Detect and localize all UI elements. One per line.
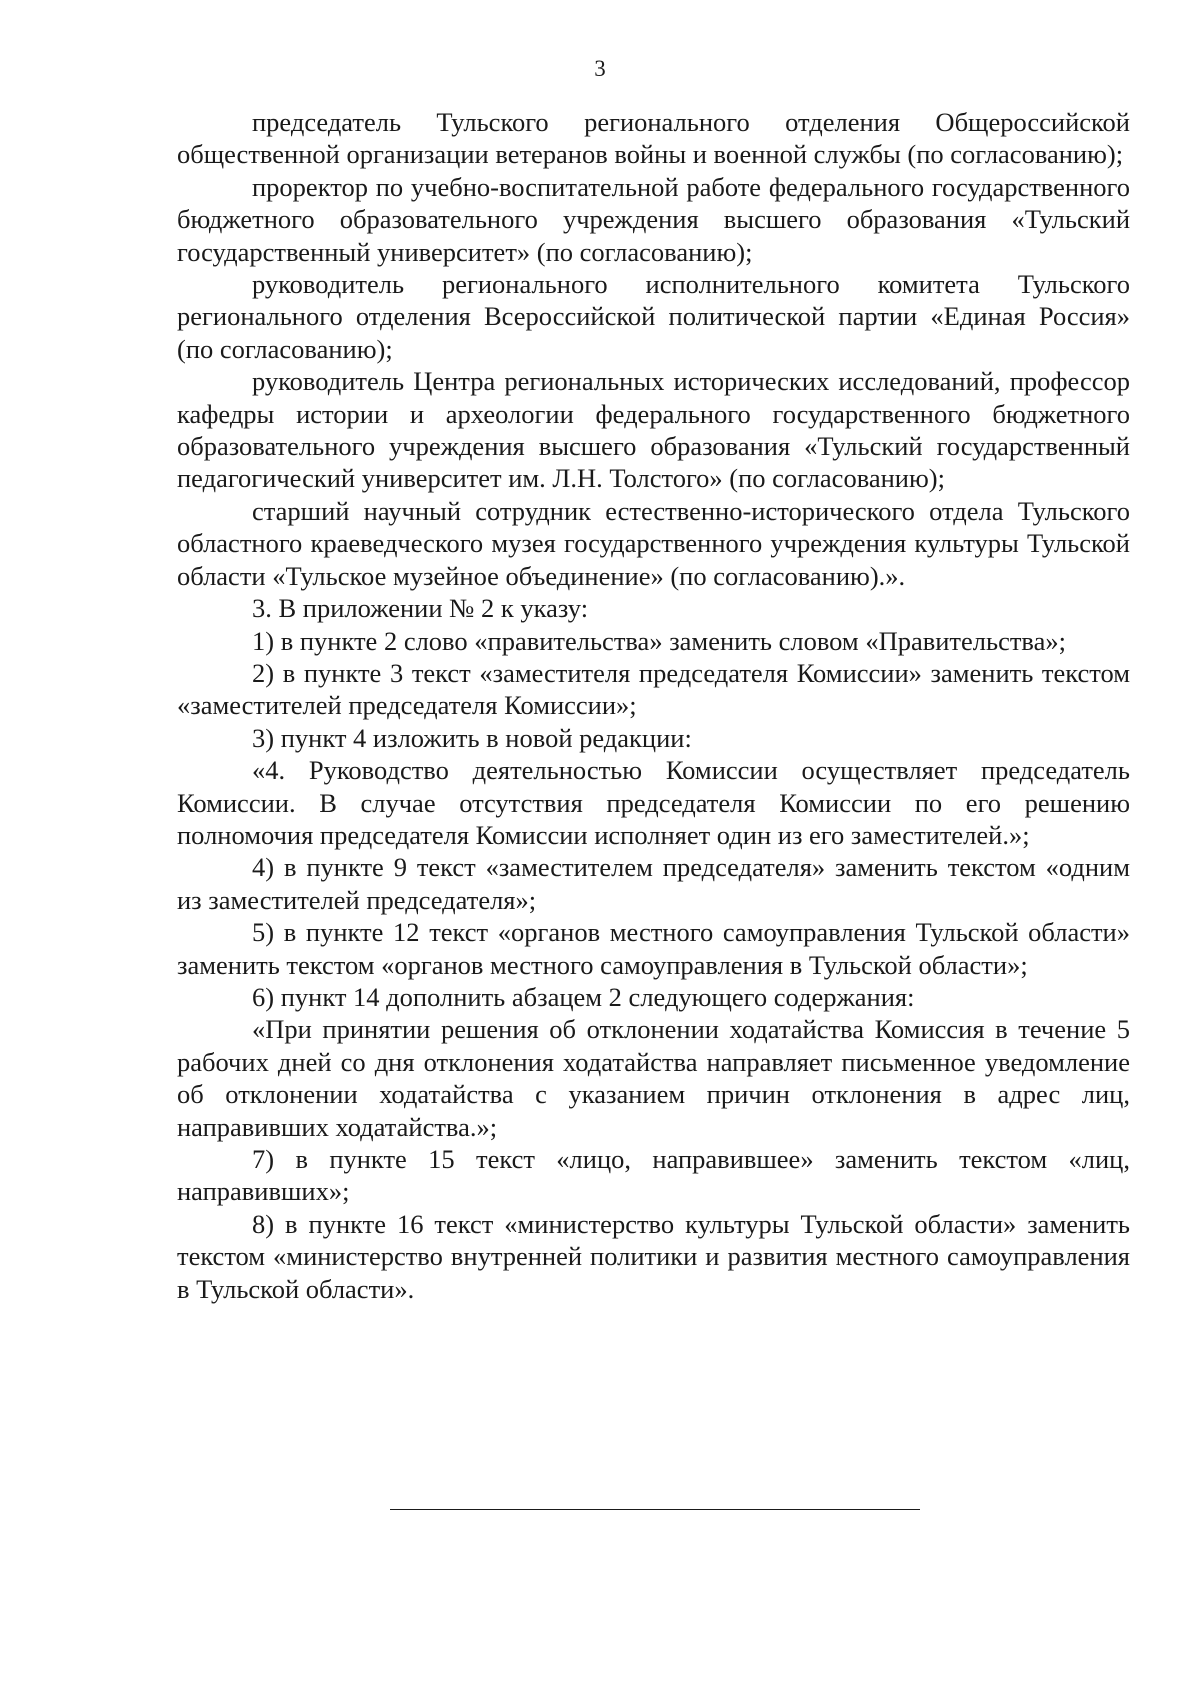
paragraph-amendment-5: 5) в пункте 12 текст «органов местного самоуправления Тульской области» заменить текстом «органов местного самоуправления в Тульской области»;: [177, 917, 1130, 980]
page-number: 3: [594, 56, 606, 81]
paragraph-clause-4-text: «4. Руководство деятельностью Комиссии осуществляет председатель Комиссии. В случае отсутствия председателя Комиссии по его решению полномочия председателя Комиссии исполняет один из его заместителей.»;: [177, 755, 1130, 850]
paragraph-appendix-2-heading: 3. В приложении № 2 к указу:: [252, 593, 589, 624]
paragraph-amendment-4: 4) в пункте 9 текст «заместителем председателя» заменить текстом «одним из заместителей председателя»;: [177, 852, 1130, 915]
paragraph-amendment-8: 8) в пункте 16 текст «министерство культуры Тульской области» заменить текстом «министерство внутренней политики и развития местного самоуправления в Тульской области».: [177, 1208, 1130, 1304]
paragraph-vice-rector: проректор по учебно-воспитательной работе федерального государственного бюджетного образовательного учреждения высшего образования «Тульский государственный университет» (по согласованию);: [177, 171, 1130, 267]
paragraph-museum-researcher: старший научный сотрудник естественно-исторического отдела Тульского областного краеведческого музея государственного учреждения культуры Тульской области «Тульское музейное объединение» (по согласованию).».: [177, 495, 1130, 591]
paragraph-amendment-1: 1) в пункте 2 слово «правительства» заменить словом «Правительства»;: [252, 625, 1066, 656]
paragraph-amendment-6: 6) пункт 14 дополнить абзацем 2 следующего содержания:: [252, 981, 915, 1012]
paragraph-chairman-veterans: председатель Тульского регионального отделения Общероссийской общественной организации ветеранов войны и военной службы (по согласованию);: [177, 107, 1130, 170]
paragraph-research-center-head: руководитель Центра региональных исторических исследований, профессор кафедры истории и археологии федерального государственного бюджетного образовательного учреждения высшего образования «Тульский государственный педагогический университет им. Л.Н. Толстого» (по согласованию);: [177, 366, 1130, 494]
paragraph-amendment-2: 2) в пункте 3 текст «заместителя председателя Комиссии» заменить текстом «заместителей председателя Комиссии»;: [177, 657, 1130, 721]
paragraph-clause-14-text: «При принятии решения об отклонении ходатайства Комиссия в течение 5 рабочих дней со дня отклонения ходатайства направляет письменное уведомление об отклонении ходатайства с указанием причин отклонения в адрес лиц, направивших ходатайства.»;: [177, 1014, 1130, 1142]
paragraph-party-committee-head: руководитель регионального исполнительного комитета Тульского регионального отделения Всероссийской политической партии «Единая Россия» (по согласованию);: [177, 269, 1130, 364]
paragraph-amendment-3: 3) пункт 4 изложить в новой редакции:: [252, 722, 692, 753]
paragraph-amendment-7: 7) в пункте 15 текст «лицо, направившее» заменить текстом «лиц, направивших»;: [177, 1144, 1130, 1207]
closing-rule: [390, 1509, 920, 1510]
document-body: [177, 106, 1130, 1305]
